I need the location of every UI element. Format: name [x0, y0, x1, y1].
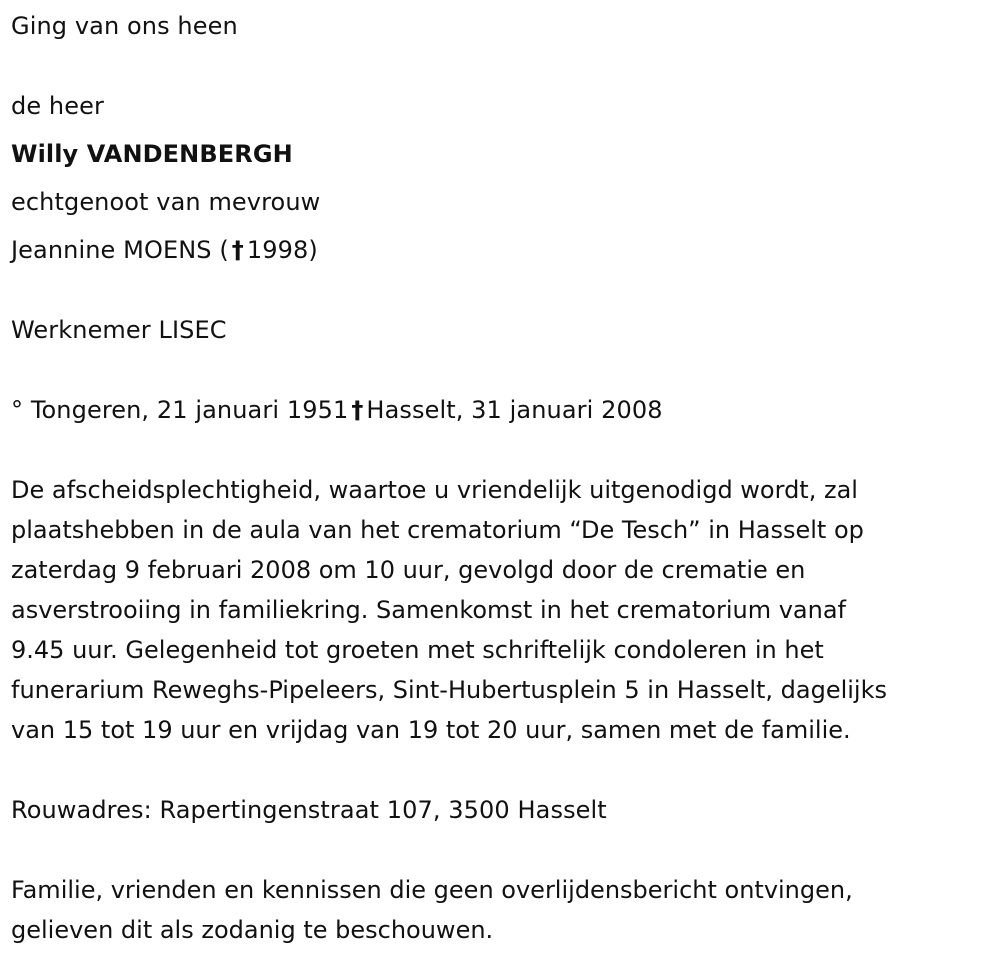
ceremony-line: asverstrooiing in familiekring. Samenkomst in het crematorium vanaf	[11, 596, 847, 624]
ceremony-line: De afscheidsplechtigheid, waartoe u vriendelijk uitgenodigd wordt, zal	[11, 476, 858, 504]
cross-icon: †	[231, 236, 244, 264]
spouse-label: echtgenoot van mevrouw	[11, 188, 321, 216]
birth-info: Tongeren, 21 januari 1951	[30, 396, 349, 424]
spouse-name: Jeannine MOENS (	[11, 236, 229, 264]
death-info: Hasselt, 31 januari 2008	[366, 396, 663, 424]
ceremony-line: zaterdag 9 februari 2008 om 10 uur, gevolgd door de crematie en	[11, 556, 806, 584]
spouse-line	[11, 230, 318, 270]
deceased-name: Willy VANDENBERGH	[11, 140, 293, 168]
occupation: Werknemer LISEC	[11, 316, 227, 344]
closing-line: gelieven dit als zodanig te beschouwen.	[11, 916, 494, 944]
life-dates	[11, 390, 663, 430]
ceremony-line: van 15 tot 19 uur en vrijdag van 19 tot 20 uur, samen met de familie.	[11, 716, 851, 744]
ceremony-line: plaatshebben in de aula van het crematorium “De Tesch” in Hasselt op	[11, 516, 864, 544]
closing-paragraph	[11, 870, 853, 950]
closing-line: Familie, vrienden en kennissen die geen overlijdensbericht ontvingen,	[11, 876, 853, 904]
ceremony-line: funerarium Reweghs-Pipeleers, Sint-Hubertusplein 5 in Hasselt, dagelijks	[11, 676, 887, 704]
ceremony-line: 9.45 uur. Gelegenheid tot groeten met schriftelijk condoleren in het	[11, 636, 824, 664]
title-prefix: de heer	[11, 92, 104, 120]
cross-icon: †	[351, 396, 364, 424]
ceremony-paragraph	[11, 470, 887, 750]
intro-text: Ging van ons heen	[11, 12, 238, 40]
spouse-death-year: 1998)	[246, 236, 318, 264]
mourning-address: Rouwadres: Rapertingenstraat 107, 3500 Hasselt	[11, 796, 607, 824]
birth-symbol: °	[11, 396, 24, 424]
